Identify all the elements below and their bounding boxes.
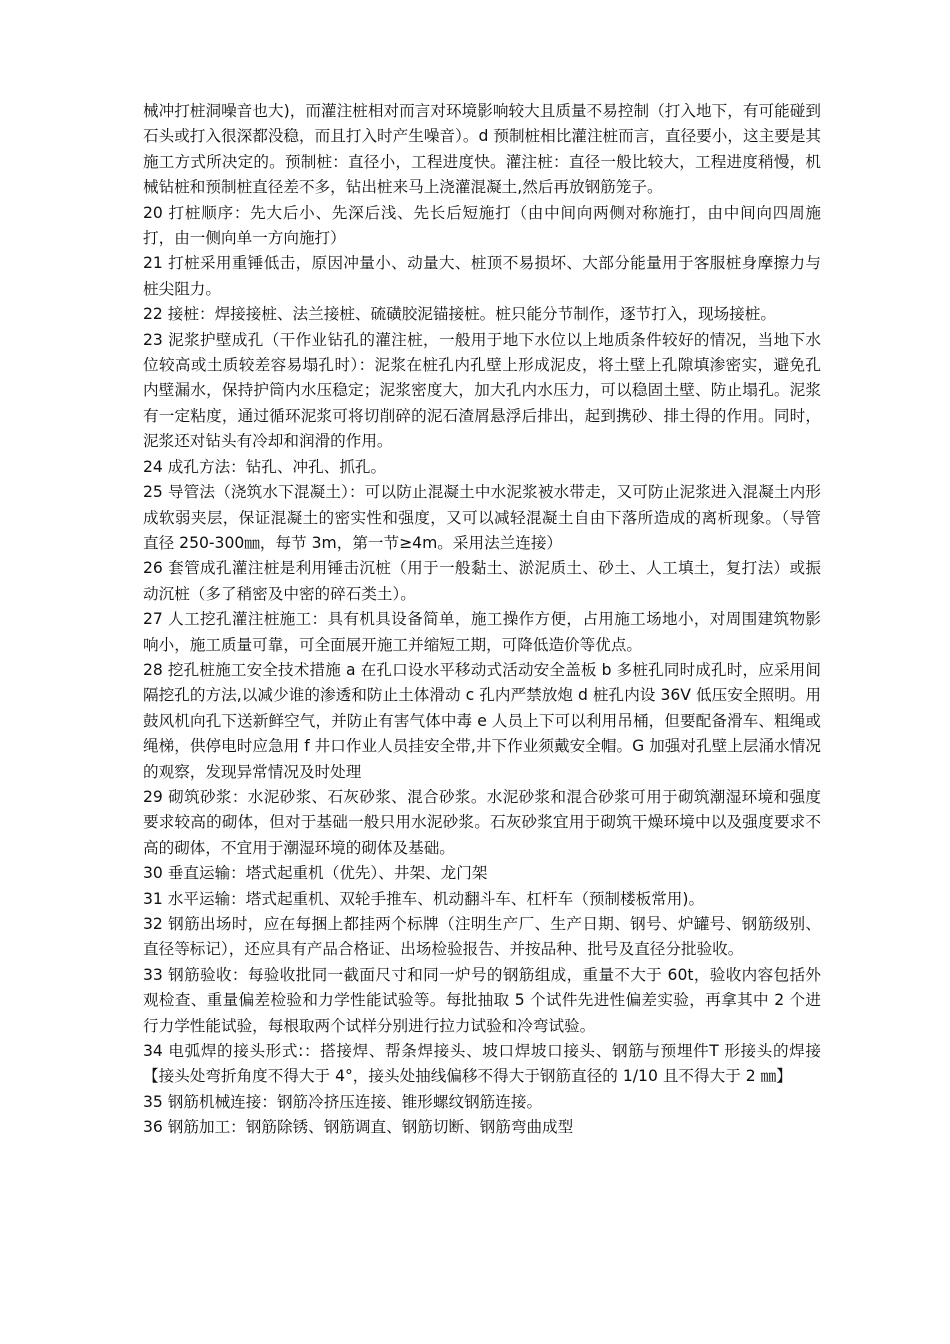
paragraph-21: 21 打桩采用重锤低击，原因冲量小、动量大、桩顶不易损坏、大部分能量用于客服桩身摩擦力与桩尖阻力。 [143, 254, 821, 298]
paragraph-22: 22 接桩：焊接接桩、法兰接桩、硫磺胶泥锚接桩。桩只能分节制作，逐节打入，现场接桩。 [143, 305, 776, 324]
paragraph-continued: 械冲打桩洞噪音也大)，而灌注桩相对而言对环境影响较大且质量不易控制（打入地下，有可能碰到石头或打入很深都没稳，而且打入时产生噪音）。d 预制桩相比灌注桩而言，直径要小，这主要是其施工方式所决定的。预制桩：直径小，工程进度快。灌注桩：直径一般比较大，工程进度稍慢，机械钻桩和预制桩直径差不多，钻出桩来马上浇灌混凝土,然后再放钢筋笼子。 [143, 102, 821, 197]
paragraph-29: 29 砌筑砂浆：水泥砂浆、石灰砂浆、混合砂浆。水泥砂浆和混合砂浆可用于砌筑潮湿环境和强度要求较高的砌体，但对于基础一般只用水泥砂浆。石灰砂浆宜用于砌筑干燥环境中以及强度要求不高的砌体，不宜用于潮湿环境的砌体及基础。 [143, 787, 821, 857]
paragraph-20: 20 打桩顺序：先大后小、先深后浅、先长后短施打（由中间向两侧对称施打，由中间向四周施打，由一侧向单一方向施打） [143, 203, 821, 248]
paragraph-24: 24 成孔方法：钻孔、冲孔、抓孔。 [143, 457, 387, 476]
paragraph-36: 36 钢筋加工：钢筋除锈、钢筋调直、钢筋切断、钢筋弯曲成型 [143, 1118, 574, 1137]
paragraph-32: 32 钢筋出场时，应在每捆上都挂两个标牌（注明生产厂、生产日期、钢号、炉罐号、钢筋级别、直径等标记），还应具有产品合格证、出场检验报告、并按品种、批号及直径分批验收。 [143, 915, 821, 959]
paragraph-35: 35 钢筋机械连接：钢筋冷挤压连接、锥形螺纹钢筋连接。 [143, 1092, 543, 1111]
paragraph-26: 26 套管成孔灌注桩是利用锤击沉桩（用于一般黏土、淤泥质土、砂土、人工填土，复打法）或振动沉桩（多了稍密及中密的碎石类土）。 [143, 559, 821, 603]
paragraph-27: 27 人工挖孔灌注桩施工：具有机具设备简单，施工操作方便，占用施工场地小，对周围建筑物影响小，施工质量可靠，可全面展开施工并缩短工期，可降低造价等优点。 [143, 610, 821, 654]
paragraph-33: 33 钢筋验收：每验收批同一截面尺寸和同一炉号的钢筋组成，重量不大于 60t，验收内容包括外观检查、重量偏差检验和力学性能试验等。每批抽取 5 个试件先进性偏差实验，再拿其中 2 个进行力学性能试验，每根取两个试样分别进行拉力试验和冷弯试验。 [143, 965, 821, 1035]
paragraph-30: 30 垂直运输：塔式起重机（优先）、井架、龙门架 [143, 864, 488, 883]
paragraph-34: 34 电弧焊的接头形式:：搭接焊、帮条焊接头、坡口焊坡口接头、钢筋与预埋件T 形接头的焊接【接头处弯折角度不得大于 4°，接头处抽线偏移不得大于钢筋直径的 1/10 且不得大于 2 ㎜】 [143, 1042, 821, 1086]
paragraph-31: 31 水平运输：塔式起重机、双轮手推车、机动翻斗车、杠杆车（预制楼板常用)。 [143, 889, 705, 908]
paragraph-25: 25 导管法（浇筑水下混凝土）：可以防止混凝土中水泥浆被水带走，又可防止泥浆进入混凝土内形成软弱夹层，保证混凝土的密实性和强度，又可以减轻混凝土自由下落所造成的离析现象。（导管直径 250-300㎜，每节 3m，第一节≥4m。采用法兰连接） [143, 483, 821, 552]
document-body [143, 99, 821, 1141]
paragraph-28: 28 挖孔桩施工安全技术措施 a 在孔口设水平移动式活动安全盖板 b 多桩孔同时成孔时，应采用间隔挖孔的方法,以减少谁的渗透和防止土体滑动 c 孔内严禁放炮 d 桩孔内设 36V 低压安全照明。用鼓风机向孔下送新鲜空气，并防止有害气体中毒 e 人员上下可以利用吊桶，但要配备滑车、粗绳或绳梯，供停电时应急用 f 井口作业人员挂安全带,井下作业须戴安全帽。G 加强对孔壁上层涌水情况的观察，发现异常情况及时处理 [143, 660, 821, 781]
paragraph-23: 23 泥浆护壁成孔（干作业钻孔的灌注桩，一般用于地下水位以上地质条件较好的情况，当地下水位较高或土质较差容易塌孔时）：泥浆在桩孔内孔壁上形成泥皮，将土壁上孔隙填渗密实，避免孔内壁漏水，保持护筒内水压稳定；泥浆密度大，加大孔内水压力，可以稳固土壁、防止塌孔。泥浆有一定粘度，通过循环泥浆可将切削碎的泥石渣屑悬浮后排出，起到携砂、排土得的作用。同时，泥浆还对钻头有冷却和润滑的作用。 [143, 330, 821, 451]
